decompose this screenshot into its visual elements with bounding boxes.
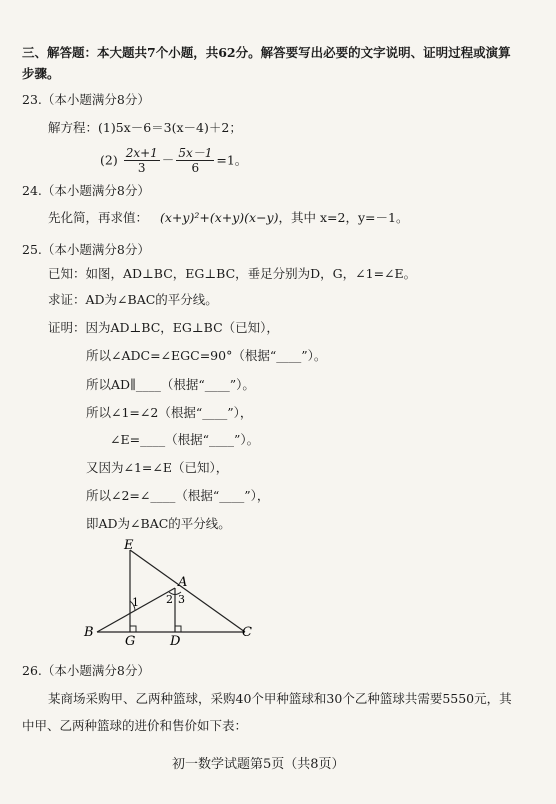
q23-fraction-2 <box>176 146 214 175</box>
q23-label: 解方程： <box>48 120 99 135</box>
q23-fraction-1 <box>124 146 160 175</box>
fraction-1-numerator: 2x+1 <box>125 146 158 160</box>
q26-line-2: 中甲、乙两种篮球的进价和售价如下表： <box>22 718 248 733</box>
q23-eq1: (1)5x－6＝3(x－4)＋2； <box>98 120 242 135</box>
q24-expression: (x+y)²+(x+y)(x−y) <box>160 210 279 225</box>
line-EC <box>130 550 245 632</box>
q25-proof-4: ∠E=____（根据“____”）。 <box>110 432 260 447</box>
q23-eq2-prefix: (2) <box>100 152 118 168</box>
q23-eq2-suffix: =1。 <box>216 152 248 168</box>
right-angle-D <box>175 626 181 632</box>
q24-instruction: 先化简，再求值： <box>48 210 149 225</box>
label-G: G <box>125 634 136 649</box>
label-B: B <box>84 625 94 640</box>
section-title-line1: 三、解答题：本大题共7个小题，共62分。解答要写出必要的文字说明、证明过程或演算 <box>22 45 511 60</box>
q26-line-1: 某商场采购甲、乙两种篮球，采购40个甲种篮球和30个乙种篮球共需要5550元，其 <box>48 691 512 706</box>
q25-proof-7: 即AD为∠BAC的平分线。 <box>86 516 231 531</box>
label-C: C <box>242 625 252 640</box>
q25-proof-6: 所以∠2=∠____（根据“____”）， <box>86 488 270 503</box>
q23-equation-1 <box>48 120 242 136</box>
q25-proof-5: 又因为∠1=∠E（已知）， <box>86 460 229 475</box>
label-E: E <box>124 538 134 553</box>
q25-proof-2: 所以AD∥____（根据“____”）。 <box>86 377 255 392</box>
label-A: A <box>178 575 188 590</box>
q23-equation-2 <box>100 146 247 175</box>
q23-minus: － <box>161 152 175 168</box>
label-D: D <box>170 634 181 649</box>
section-title-line2: 步骤。 <box>22 66 60 81</box>
fraction-2-denominator: 6 <box>191 161 200 175</box>
q25-given: 已知：如图，AD⊥BC，EG⊥BC，垂足分别为D，G，∠1=∠E。 <box>48 266 417 281</box>
q25-proof-3: 所以∠1=∠2（根据“____”）， <box>86 405 253 420</box>
label-angle-1: 1 <box>132 596 139 609</box>
right-angle-G <box>130 626 136 632</box>
line-BA <box>97 588 175 632</box>
q25-proof-0: 证明：因为AD⊥BC，EG⊥BC（已知）， <box>48 320 279 335</box>
q24-body <box>48 210 408 226</box>
fraction-2-numerator: 5x－1 <box>178 146 213 160</box>
q24-condition: ，其中 x=2，y=－1。 <box>278 210 409 225</box>
q24-header: 24.（本小题满分8分） <box>22 183 150 198</box>
q25-prove: 求证：AD为∠BAC的平分线。 <box>48 292 218 307</box>
fraction-1-denominator: 3 <box>137 161 146 175</box>
q25-proof-1: 所以∠ADC=∠EGC=90°（根据“____”）。 <box>86 348 327 363</box>
q25-geometry-figure <box>80 535 270 650</box>
page-footer: 初一数学试题第5页（共8页） <box>172 757 345 772</box>
label-angle-2: 2 <box>166 593 173 606</box>
label-angle-3: 3 <box>178 593 185 606</box>
q25-header: 25.（本小题满分8分） <box>22 242 150 257</box>
q26-header: 26.（本小题满分8分） <box>22 663 150 678</box>
q23-header: 23.（本小题满分8分） <box>22 92 150 107</box>
